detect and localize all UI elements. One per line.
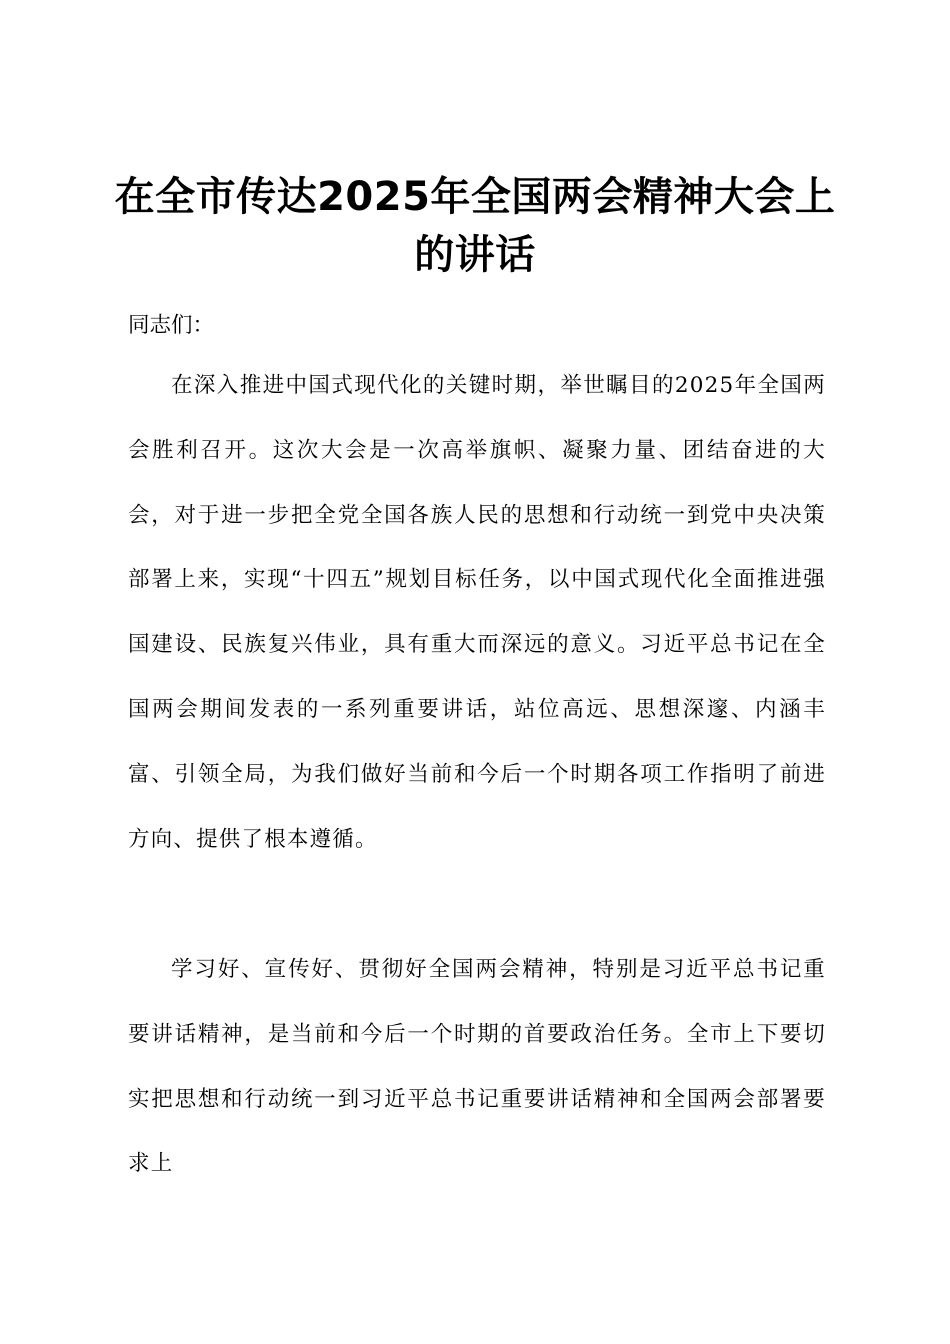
body-paragraph-1: 在深入推进中国式现代化的关键时期，举世瞩目的2025年全国两会胜利召开。这次大会是一次高举旗帜、凝聚力量、团结奋进的大会，对于进一步把全党全国各族人民的思想和行动统一到党中央决策部署上来，实现“十四五”规划目标任务，以中国式现代化全面推进强国建设、民族复兴伟业，具有重大而深远的意义。习近平总书记在全国两会期间发表的一系列重要讲话，站位高远、思想深邃、内涵丰富、引领全局，为我们做好当前和今后一个时期各项工作指明了前进方向、提供了根本遵循。 bbox=[128, 373, 826, 852]
salutation: 同志们： bbox=[128, 313, 215, 338]
document-title: 在全市传达2025年全国两会精神大会上的讲话 bbox=[114, 174, 836, 278]
body-paragraph-2: 学习好、宣传好、贯彻好全国两会精神，特别是习近平总书记重要讲话精神，是当前和今后一个时期的首要政治任务。全市上下要切实把思想和行动统一到习近平总书记重要讲话精神和全国两会部署要求上 bbox=[128, 957, 826, 1177]
